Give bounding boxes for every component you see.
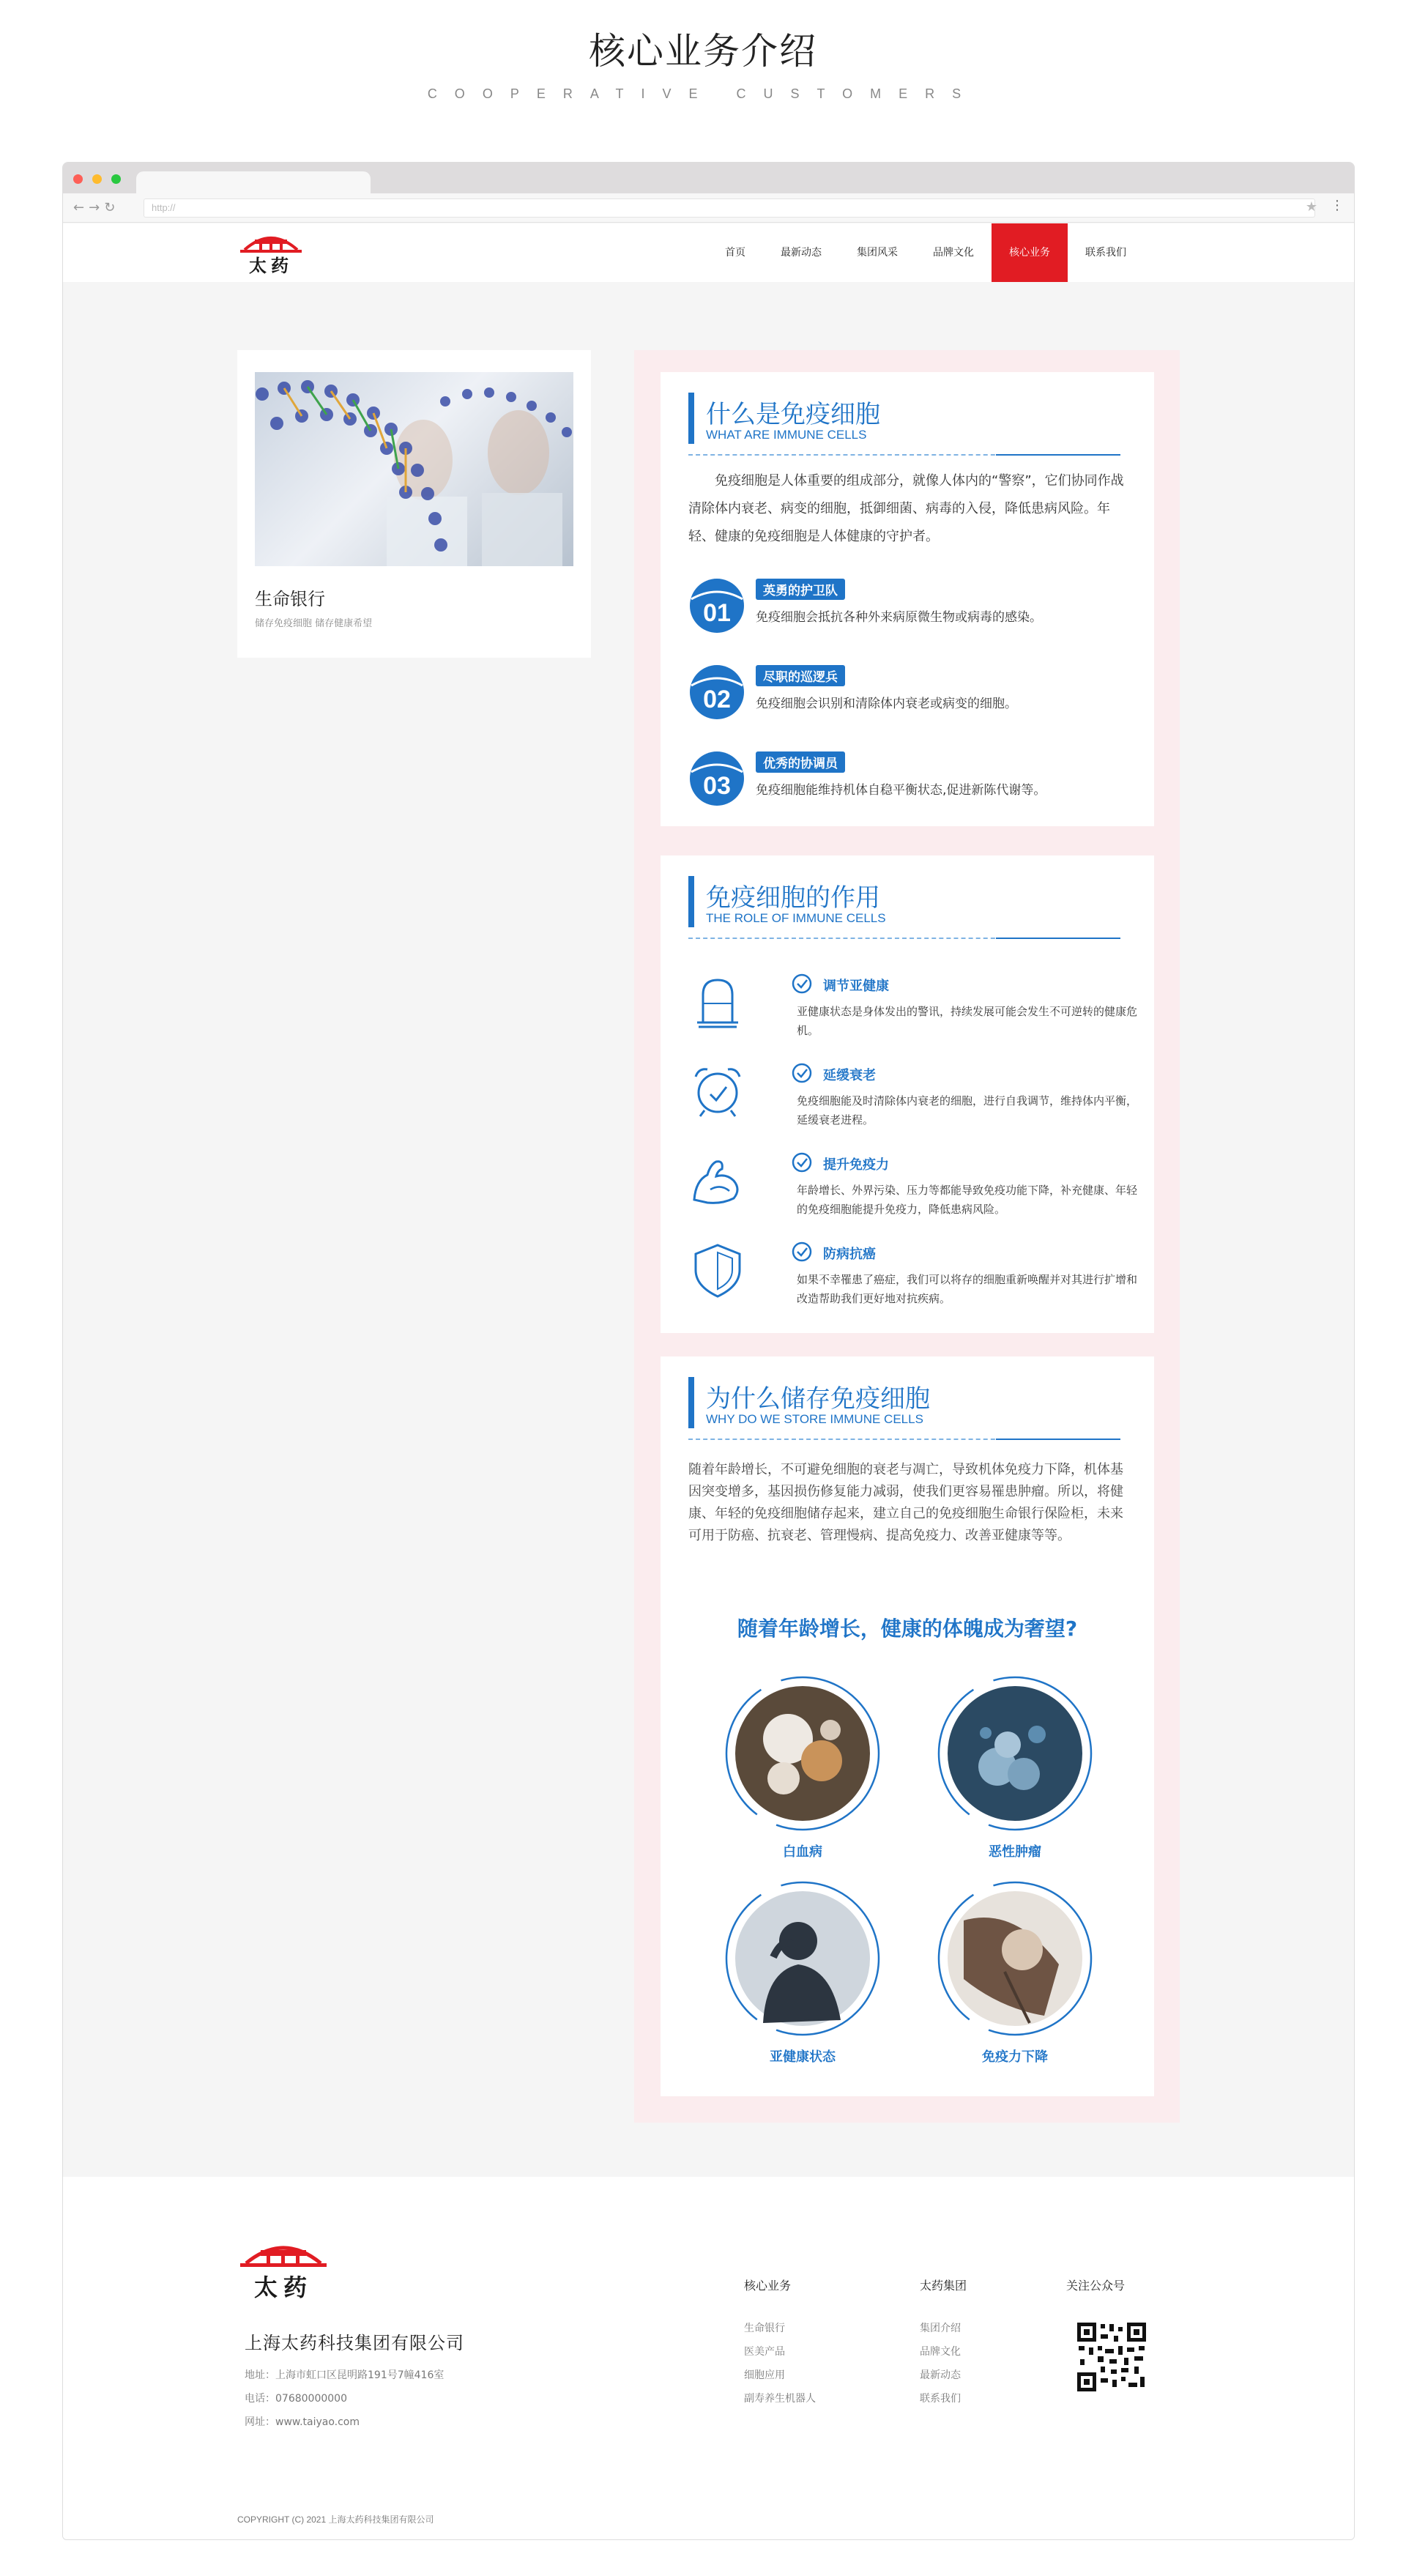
disease-label: 恶性肿瘤 — [989, 1844, 1041, 1860]
check-circle-icon — [791, 1241, 813, 1263]
page-heading — [0, 0, 1406, 139]
check-circle-icon — [791, 973, 813, 995]
function-item — [688, 973, 1142, 1053]
number-02-badge-icon — [688, 664, 745, 721]
alarm-clock-icon — [688, 1062, 747, 1121]
stressed-person-image — [722, 1877, 883, 2041]
sidebar-title: 生命银行 — [255, 589, 325, 609]
section-english-title: WHY DO WE STORE IMMUNE CELLS — [706, 1412, 923, 1426]
footer-link-group-intro[interactable]: 集团介绍 — [920, 2323, 961, 2334]
function-item — [688, 1062, 1142, 1143]
role-tag: 优秀的协调员 — [756, 751, 845, 773]
panel-role-of-immune-cells — [661, 855, 1154, 1333]
heading-divider — [688, 1439, 1120, 1440]
sidebar-card-life-bank[interactable] — [237, 350, 591, 658]
footer-col-group-title: 太药集团 — [920, 2279, 967, 2293]
nav-group-style[interactable]: 集团风采 — [857, 247, 898, 259]
footer-link-life-bank[interactable]: 生命银行 — [744, 2323, 785, 2334]
forward-arrow-icon[interactable]: → — [89, 200, 105, 215]
main-nav — [707, 223, 1144, 282]
function-text: 如果不幸罹患了癌症，我们可以将存的细胞重新唤醒并对其进行扩增和改造帮助我们更好地对抗疾病。 — [797, 1273, 1138, 1305]
check-circle-icon — [791, 1062, 813, 1084]
heading-accent-bar — [688, 393, 694, 444]
heading-divider — [688, 938, 1120, 939]
panel-what-are-immune-cells — [661, 372, 1154, 826]
browser-menu-icon[interactable]: ⋮ — [1331, 198, 1344, 213]
site-header — [63, 223, 1354, 282]
footer-website[interactable]: 网址：www.taiyao.com — [245, 2416, 360, 2428]
role-number: 03 — [703, 772, 731, 800]
function-text: 年龄增长、外界污染、压力等都能导致免疫功能下降，补充健康、年轻的免疫细胞能提升免疫力，降低患病风险。 — [797, 1184, 1138, 1216]
function-title: 防病抗癌 — [823, 1247, 876, 1262]
footer-link-aesthetic-products[interactable]: 医美产品 — [744, 2346, 785, 2358]
back-arrow-icon[interactable]: ← — [73, 200, 89, 215]
heading-accent-bar — [688, 876, 694, 927]
footer-logo[interactable] — [237, 2237, 330, 2301]
disease-malignant-tumor — [934, 1671, 1096, 1869]
heading-divider — [688, 454, 1120, 456]
tumor-cells-image — [934, 1671, 1096, 1836]
browser-tabbar — [63, 163, 1354, 193]
shield-icon — [688, 1241, 747, 1299]
nav-contact[interactable]: 联系我们 — [1085, 247, 1126, 259]
footer-link-brand-culture[interactable]: 品牌文化 — [920, 2346, 961, 2358]
footer-address: 地址：上海市虹口区昆明路191号7幢416室 — [245, 2369, 445, 2381]
disease-label: 亚健康状态 — [770, 2049, 836, 2065]
role-tag: 英勇的护卫队 — [756, 579, 845, 600]
bookmark-star-icon[interactable]: ★ — [1305, 199, 1317, 215]
qr-code-icon — [1076, 2321, 1148, 2393]
role-text: 免疫细胞会识别和清除体内衰老或病变的细胞。 — [756, 697, 1017, 711]
sidebar-description: 储存免疫细胞 储存健康希望 — [255, 618, 373, 629]
browser-window — [62, 162, 1355, 2540]
bell-jar-icon — [688, 973, 747, 1031]
role-text: 免疫细胞能维持机体自稳平衡状态,促进新陈代谢等。 — [756, 783, 1046, 798]
role-item — [688, 664, 1128, 730]
panel-heading — [688, 1377, 1128, 1450]
check-circle-icon — [791, 1151, 813, 1173]
minimize-window-button[interactable] — [92, 174, 102, 184]
url-input[interactable]: http:// — [144, 198, 1315, 218]
role-item — [688, 577, 1128, 643]
role-tag: 尽职的巡逻兵 — [756, 665, 845, 686]
disease-label: 白血病 — [783, 1844, 822, 1860]
role-number: 01 — [703, 599, 731, 627]
section-intro: 免疫细胞是人体重要的组成部分，就像人体内的“警察”，它们协同作战清除体内衰老、病变的细胞，抵御细菌、病毒的入侵，降低患病风险。年轻、健康的免疫细胞是人体健康的守护者。 — [688, 473, 1124, 544]
footer-copyright: COPYRIGHT (C) 2021 上海太药科技集团有限公司 — [237, 2514, 434, 2525]
footer-col-core-business-title: 核心业务 — [744, 2279, 792, 2293]
number-01-badge-icon — [688, 577, 745, 634]
section-body-text: 随着年龄增长，不可避免细胞的衰老与凋亡，导致机体免疫力下降，机体基因突变增多，基因损伤修复能力减弱，使我们更容易罹患肿瘤。所以，将健康、年轻的免疫细胞储存起来，建立自己的免疫细胞生命银行保险柜，未来可用于防癌、抗衰老、管理慢病、提高免疫力、改善亚健康等等。 — [688, 1462, 1123, 1543]
browser-tab[interactable] — [136, 171, 371, 193]
role-text: 免疫细胞会抵抗各种外来病原微生物或病毒的感染。 — [756, 610, 1042, 625]
page-subtitle: COOPERATIVE CUSTOMERS — [427, 86, 979, 101]
disease-label: 免疫力下降 — [982, 2049, 1048, 2065]
footer-link-cell-application[interactable]: 细胞应用 — [744, 2369, 785, 2381]
footer-phone: 电话：07680000000 — [245, 2393, 347, 2405]
maximize-window-button[interactable] — [111, 174, 121, 184]
close-window-button[interactable] — [73, 174, 83, 184]
role-item — [688, 750, 1128, 816]
panel-heading — [688, 393, 1128, 466]
nav-home[interactable]: 首页 — [725, 247, 745, 259]
function-item — [688, 1241, 1142, 1321]
nav-core-business[interactable]: 核心业务 — [992, 223, 1068, 282]
panel-why-store-immune-cells — [661, 1356, 1154, 2096]
disease-sub-health — [722, 1877, 883, 2074]
disease-leukemia — [722, 1671, 883, 1869]
panel-heading — [688, 876, 1128, 949]
function-item — [688, 1151, 1142, 1232]
leukemia-cells-image — [722, 1671, 883, 1836]
withered-rose-image — [934, 1877, 1096, 2041]
footer-col-wechat-title: 关注公众号 — [1066, 2279, 1126, 2293]
footer-link-contact[interactable]: 联系我们 — [920, 2393, 961, 2405]
role-number: 02 — [703, 686, 731, 713]
site-logo[interactable] — [237, 229, 305, 275]
browser-addressbar — [63, 193, 1354, 223]
section-title: 免疫细胞的作用 — [706, 883, 880, 913]
function-title: 调节亚健康 — [823, 979, 889, 994]
footer-company-name: 上海太药科技集团有限公司 — [245, 2333, 464, 2353]
footer-link-news[interactable]: 最新动态 — [920, 2369, 961, 2381]
section-english-title: THE ROLE OF IMMUNE CELLS — [706, 911, 886, 925]
heading-accent-bar — [688, 1377, 694, 1428]
nav-news[interactable]: 最新动态 — [781, 247, 822, 259]
disease-low-immunity — [934, 1877, 1096, 2074]
function-title: 提升免疫力 — [823, 1157, 889, 1173]
footer-logo-text: 太药 — [253, 2274, 313, 2301]
reload-icon[interactable]: ↻ — [104, 200, 120, 215]
section-english-title: WHAT ARE IMMUNE CELLS — [706, 428, 867, 442]
function-title: 延缓衰老 — [823, 1068, 876, 1083]
page-title: 核心业务介绍 — [589, 30, 817, 73]
function-text: 免疫细胞能及时清除体内衰老的细胞，进行自我调节，维持体内平衡，延缓衰老进程。 — [797, 1094, 1138, 1126]
site-footer — [63, 2177, 1354, 2540]
function-text: 亚健康状态是身体发出的警讯，持续发展可能会发生不可逆转的健康危机。 — [797, 1005, 1138, 1037]
section-title: 什么是免疫细胞 — [706, 400, 880, 429]
logo-emblem-icon — [237, 2237, 330, 2274]
dna-scientists-image — [255, 372, 573, 566]
logo-text: 太药 — [249, 255, 293, 276]
section-title: 为什么储存免疫细胞 — [706, 1384, 930, 1414]
footer-link-health-robot[interactable]: 副寿养生机器人 — [744, 2393, 816, 2405]
flexed-arm-icon — [688, 1151, 747, 1210]
nav-brand-culture[interactable]: 品牌文化 — [933, 247, 974, 259]
section-subheading: 随着年龄增长，健康的体魄成为奢望? — [737, 1617, 1078, 1641]
number-03-badge-icon — [688, 750, 745, 807]
